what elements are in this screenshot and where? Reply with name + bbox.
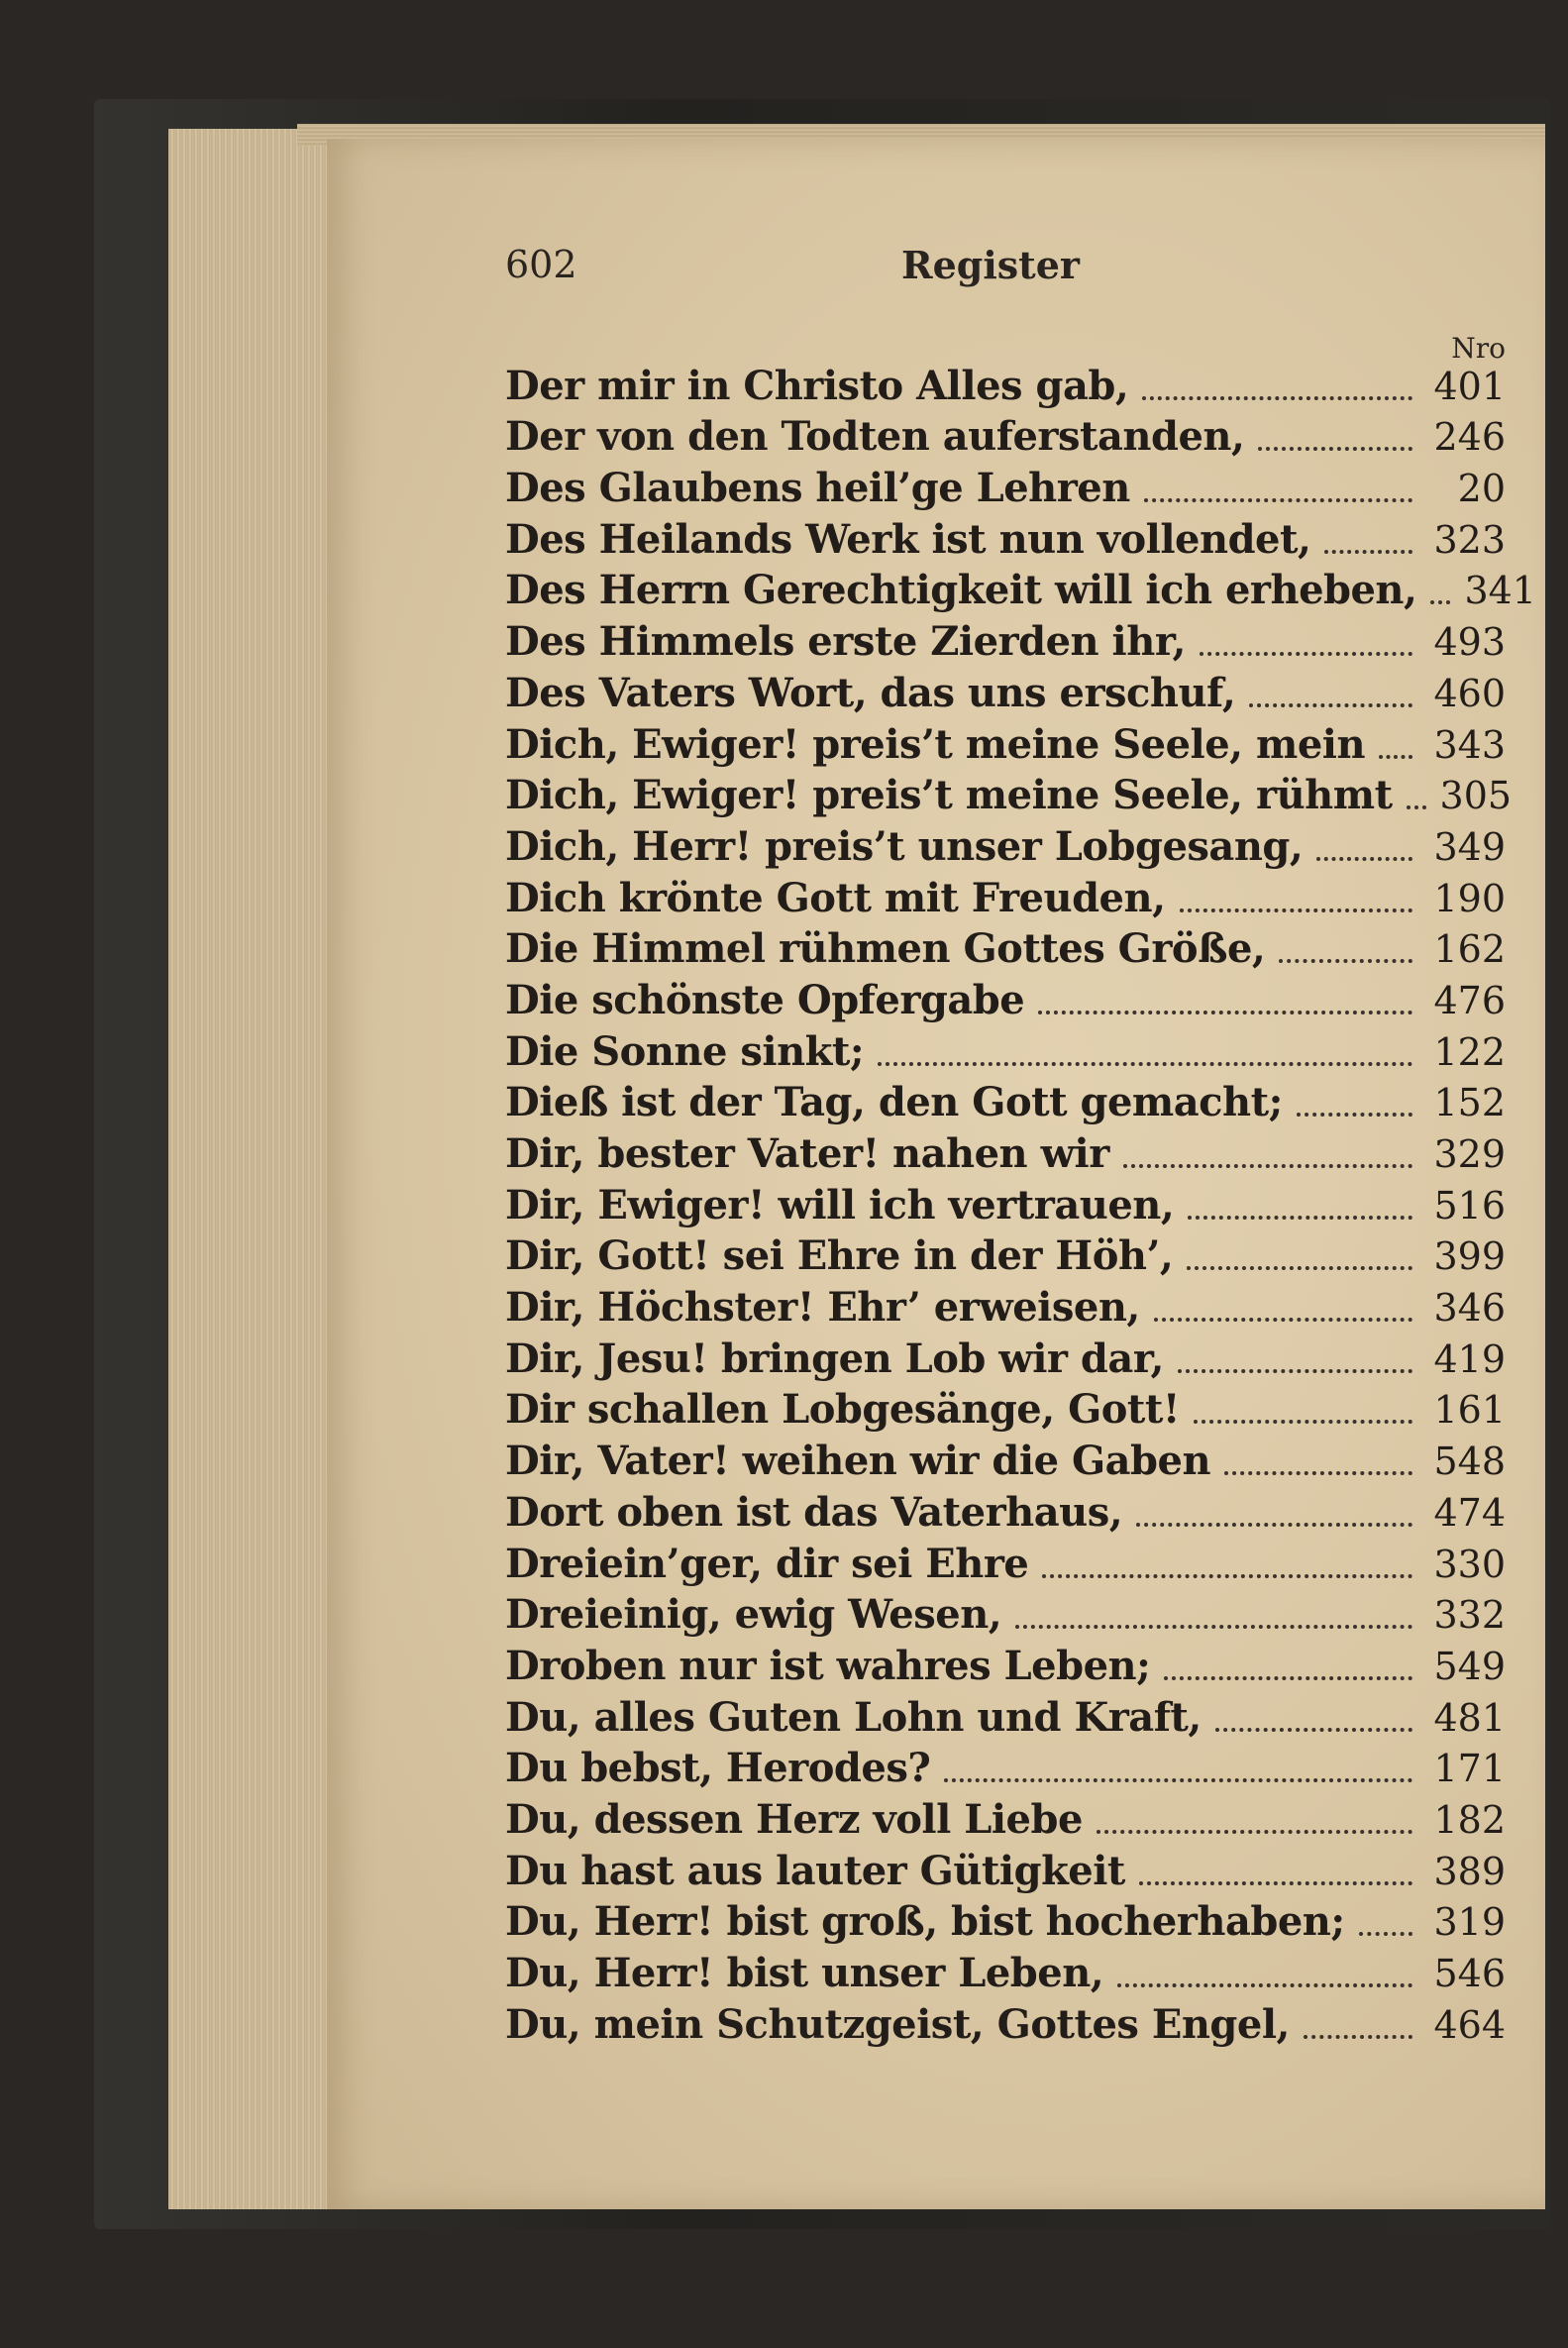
dot-leader (1407, 804, 1426, 809)
entry-title: Du, mein Schutzgeist, Gottes Engel, (505, 2000, 1290, 2048)
register-entry (505, 1383, 1506, 1435)
entry-title: Des Herrn Gerechtigkeit will ich erheben, (505, 567, 1417, 614)
dot-leader (1249, 702, 1412, 707)
entry-number: 516 (1433, 1183, 1506, 1227)
page-number: 602 (505, 243, 577, 286)
register-entry (505, 1229, 1506, 1281)
register-entry (505, 1639, 1506, 1690)
dot-leader (1215, 1727, 1412, 1732)
register-entry (505, 1126, 1506, 1178)
entry-number: 332 (1433, 1593, 1506, 1638)
register-entry (505, 614, 1506, 666)
register-entry (505, 359, 1506, 410)
entry-title: Dieß ist der Tag, den Gott gemacht; (505, 1079, 1283, 1126)
register-entry (505, 922, 1506, 974)
dot-leader (944, 1777, 1412, 1782)
entry-number: 548 (1433, 1440, 1506, 1484)
entry-number: 246 (1433, 415, 1506, 460)
dot-leader (1430, 599, 1450, 604)
dot-leader (1359, 1931, 1412, 1936)
register-entry (505, 1024, 1506, 1076)
entry-title: Dir, Ewiger! will ich vertrauen, (505, 1181, 1175, 1228)
entry-number: 182 (1433, 1797, 1506, 1842)
dot-leader (1154, 1317, 1412, 1322)
entry-number: 464 (1433, 2002, 1506, 2047)
register-entry (505, 1485, 1506, 1537)
dot-leader (1258, 446, 1412, 451)
entry-number: 319 (1433, 1900, 1506, 1945)
entry-number: 389 (1433, 1849, 1506, 1893)
dot-leader (1042, 1573, 1412, 1578)
dot-leader (878, 1061, 1412, 1066)
entry-title: Des Vaters Wort, das uns erschuf, (505, 669, 1236, 716)
dot-leader (1180, 907, 1412, 912)
register-entry (505, 1332, 1506, 1383)
page-title: Register (901, 243, 1080, 287)
register-entry (505, 1178, 1506, 1229)
entry-number: 171 (1433, 1747, 1506, 1791)
dot-leader (1379, 754, 1412, 759)
register-entry (505, 717, 1506, 769)
entry-title: Des Himmels erste Zierden ihr, (505, 618, 1186, 666)
entry-number: 419 (1433, 1336, 1506, 1381)
entry-title: Des Glaubens heil’ge Lehren (505, 465, 1130, 512)
entry-number: 152 (1433, 1081, 1506, 1125)
entry-title: Die schönste Opfergabe (505, 976, 1025, 1023)
dot-leader (1142, 395, 1412, 400)
register-entry (505, 1588, 1506, 1640)
register-entry (505, 1280, 1506, 1332)
dot-leader (1178, 1368, 1412, 1373)
entry-title: Dir schallen Lobgesänge, Gott! (505, 1386, 1180, 1434)
entry-title: Dir, Gott! sei Ehre in der Höh’, (505, 1232, 1174, 1280)
entry-number: 162 (1433, 927, 1506, 972)
dot-leader (1164, 1675, 1412, 1680)
entry-number: 329 (1433, 1132, 1506, 1176)
entry-number: 474 (1433, 1490, 1506, 1535)
entry-number: 343 (1433, 722, 1506, 767)
register-entry (505, 1537, 1506, 1588)
entry-number: 161 (1433, 1388, 1506, 1433)
entry-title: Du, alles Guten Lohn und Kraft, (505, 1693, 1202, 1741)
entry-title: Dort oben ist das Vaterhaus, (505, 1488, 1123, 1536)
entry-number: 549 (1433, 1644, 1506, 1688)
entry-number: 305 (1439, 774, 1513, 818)
entry-title: Der von den Todten auferstanden, (505, 413, 1245, 461)
dot-leader (1200, 651, 1412, 656)
register-entry (505, 1076, 1506, 1127)
dot-leader (1324, 549, 1412, 554)
register-entry (505, 819, 1506, 871)
dot-leader (1136, 1522, 1412, 1527)
entry-title: Dir, Vater! weihen wir die Gaben (505, 1438, 1211, 1485)
register-entry (505, 769, 1513, 820)
entry-number: 341 (1464, 569, 1536, 613)
column-heading: Nro (1451, 332, 1506, 365)
entry-number: 20 (1457, 467, 1506, 511)
register-entry (505, 1742, 1506, 1793)
page-header (505, 243, 1416, 302)
entry-title: Dich krönte Gott mit Freuden, (505, 874, 1166, 921)
entry-number: 460 (1433, 671, 1506, 715)
dot-leader (1038, 1010, 1412, 1014)
entry-number: 349 (1433, 824, 1506, 869)
dot-leader (1304, 2034, 1412, 2039)
dot-leader (1144, 497, 1412, 502)
dot-leader (1015, 1624, 1412, 1629)
book-page (327, 139, 1545, 2209)
dot-leader (1279, 958, 1412, 963)
entry-title: Dir, Jesu! bringen Lob wir dar, (505, 1334, 1164, 1382)
entry-number: 481 (1433, 1695, 1506, 1740)
register-entry (505, 1844, 1506, 1895)
dot-leader (1224, 1470, 1412, 1475)
entry-title: Dich, Ewiger! preis’t meine Seele, rühmt (505, 772, 1393, 819)
entry-number: 190 (1433, 876, 1506, 920)
dot-leader (1297, 1112, 1412, 1117)
entry-title: Dich, Ewiger! preis’t meine Seele, mein (505, 720, 1366, 768)
register-list (505, 359, 1536, 2049)
entry-title: Dir, Höchster! Ehr’ erweisen, (505, 1284, 1140, 1332)
entry-number: 493 (1433, 620, 1506, 665)
entry-title: Der mir in Christo Alles gab, (505, 362, 1129, 409)
entry-title: Du, dessen Herz voll Liebe (505, 1795, 1083, 1843)
register-entry (505, 1690, 1506, 1742)
dot-leader (1123, 1163, 1412, 1168)
dot-leader (1097, 1829, 1412, 1834)
entry-number: 476 (1433, 978, 1506, 1022)
register-entry (505, 666, 1506, 717)
dot-leader (1187, 1265, 1412, 1270)
entry-number: 399 (1433, 1234, 1506, 1279)
entry-title: Du, Herr! bist unser Leben, (505, 1950, 1104, 1996)
entry-title: Die Sonne sinkt; (505, 1027, 865, 1075)
entry-title: Dir, bester Vater! nahen wir (505, 1130, 1109, 1177)
register-entry (505, 410, 1506, 462)
dot-leader (1117, 1982, 1412, 1987)
register-entry (505, 973, 1506, 1024)
entry-number: 346 (1433, 1286, 1506, 1331)
entry-title: Die Himmel rühmen Gottes Größe, (505, 925, 1266, 973)
entry-number: 323 (1433, 517, 1506, 562)
entry-title: Du bebst, Herodes? (505, 1745, 931, 1792)
register-entry (505, 461, 1506, 512)
register-entry (505, 512, 1506, 564)
register-entry (505, 1792, 1506, 1844)
entry-number: 122 (1433, 1029, 1506, 1074)
dot-leader (1139, 1880, 1412, 1885)
entry-title: Droben nur ist wahres Leben; (505, 1642, 1151, 1689)
entry-number: 330 (1433, 1542, 1506, 1586)
dot-leader (1188, 1215, 1412, 1220)
entry-title: Du, Herr! bist groß, bist hocherhaben; (505, 1898, 1345, 1946)
register-entry (505, 1946, 1506, 1997)
register-entry (505, 1997, 1506, 2049)
entry-title: Dich, Herr! preis’t unser Lobgesang, (505, 822, 1304, 870)
dot-leader (1194, 1419, 1412, 1424)
register-entry (505, 1434, 1506, 1485)
entry-title: Du hast aus lauter Gütigkeit (505, 1847, 1125, 1894)
register-entry (505, 871, 1506, 922)
entry-title: Dreieinig, ewig Wesen, (505, 1591, 1002, 1639)
entry-number: 546 (1433, 1952, 1506, 1995)
entry-title: Des Heilands Werk ist nun vollendet, (505, 515, 1311, 563)
dot-leader (1316, 856, 1412, 861)
register-entry (505, 564, 1536, 615)
entry-title: Dreiein’ger, dir sei Ehre (505, 1540, 1029, 1587)
register-entry (505, 1895, 1506, 1947)
entry-number: 401 (1433, 364, 1506, 408)
